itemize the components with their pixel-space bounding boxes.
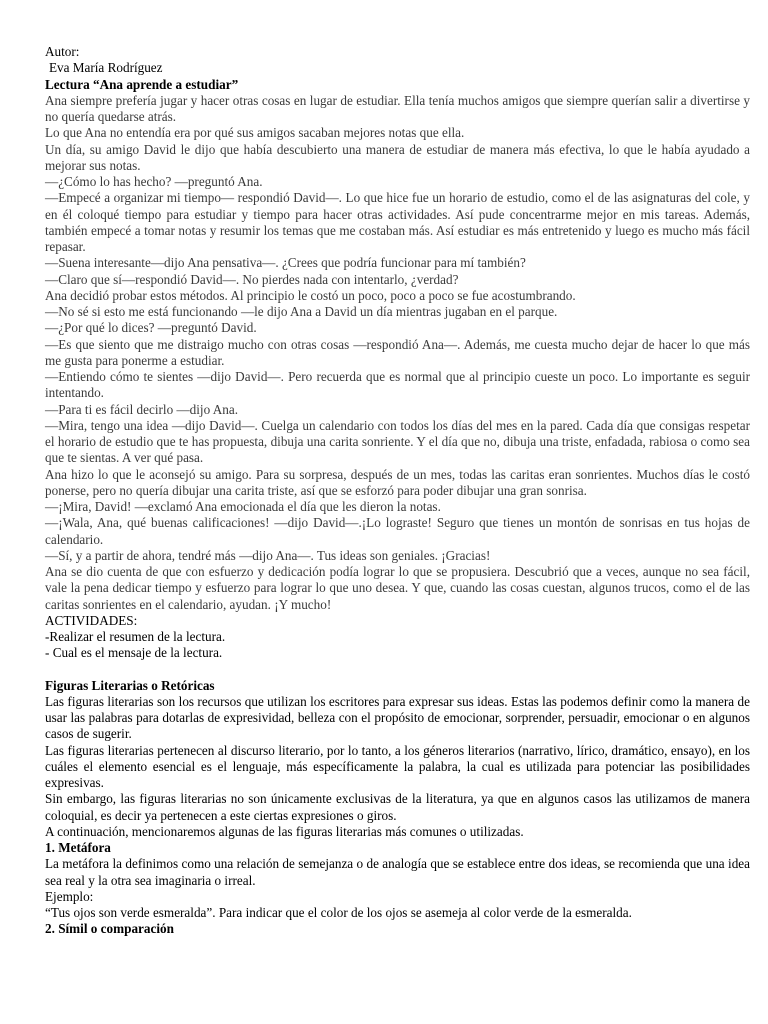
story-paragraph: —Para ti es fácil decirlo —dijo Ana. — [45, 401, 238, 417]
story-paragraph: —Entiendo cómo te sientes —dijo David—. Pero recuerda que es normal que al principio cueste un poco. Lo importante es seguir intentando. — [45, 369, 750, 401]
story-text — [45, 93, 750, 613]
metaphor-heading: 1. Metáfora — [45, 840, 111, 855]
story-paragraph: —Claro que sí—respondió David—. No pierdes nada con intentarlo, ¿verdad? — [45, 271, 459, 287]
figures-heading: Figuras Literarias o Retóricas — [45, 677, 215, 693]
story-paragraph: Ana se dio cuenta de que con esfuerzo y dedicación podía lograr lo que se propusiera. Descubrió que a veces, aunque no sea fácil, vale la pena dedicar tiempo y esfuerzo para lograr lo que uno desea. Y que, cuando las cosas cuestan, algunos trucos, como el de las caritas sonrientes en el calendario, ayudan. ¡Y mucho! — [45, 564, 750, 612]
story-paragraph: —¿Cómo lo has hecho? —preguntó Ana. — [45, 174, 263, 189]
figures-paragraph: A continuación, mencionaremos algunas de las figuras literarias más comunes o utilizadas. — [45, 823, 524, 839]
story-paragraph: —No sé si esto me está funcionando —le dijo Ana a David un día mientras jugaban en el parque. — [45, 304, 558, 319]
metaphor-text: La metáfora la definimos como una relación de semejanza o de analogía que se establece entre dos ideas, se recomienda que una idea sea real y la otra sea imaginaria o irreal. — [45, 856, 750, 888]
story-paragraph: Un día, su amigo David le dijo que había descubierto una manera de estudiar de manera más efectiva, lo que le había ayudado a mejorar sus notas. — [45, 141, 750, 173]
story-paragraph: —Es que siento que me distraigo mucho con otras cosas —respondió Ana—. Además, me cuesta mucho dejar de hacer lo que más me gusta para ponerme a estudiar. — [45, 336, 750, 368]
figures-paragraph: Las figuras literarias son los recursos que utilizan los escritores para expresar sus ideas. Estas las podemos definir como la manera de usar las palabras para dotarlas de expresividad, belleza con el propósito de emocionar, sorprender, persuadir, emocionar o en algunos casos de sugerir. — [45, 693, 750, 742]
story-paragraph: —Empecé a organizar mi tiempo— respondió David—. Lo que hice fue un horario de estudio, como el de las asignaturas del cole, y en él coloqué tiempo para estudiar y tiempo para hacer otras actividades. Así pude concentrarme mejor en mis tareas. Además, también empecé a tomar notas y resumir los temas que me costaban más. Así estudiar es más entretenido y luego es mucho más fácil repasar. — [45, 190, 750, 254]
activity-item: -Realizar el resumen de la lectura. — [45, 629, 226, 644]
example-label: Ejemplo: — [45, 888, 94, 904]
figures-paragraph: Las figuras literarias pertenecen al discurso literario, por lo tanto, a los géneros literarios (narrativo, lírico, dramático, ensayo), en los cuáles el elemento esencial es el lenguaje, más específicamente la palabra, la cual es utilizada para potenciar las posibilidades expresivas. — [45, 742, 750, 790]
story-paragraph: —Suena interesante—dijo Ana pensativa—. ¿Crees que podría funcionar para mí también? — [45, 255, 526, 271]
activity-item: - Cual es el mensaje de la lectura. — [45, 645, 223, 661]
story-paragraph: Lo que Ana no entendía era por qué sus amigos sacaban mejores notas que ella. — [45, 125, 465, 141]
example-text: “Tus ojos son verde esmeralda”. Para indicar que el color de los ojos se asemeja al color verde de la esmeralda. — [45, 905, 632, 920]
simile-heading: 2. Símil o comparación — [45, 921, 174, 937]
story-paragraph: —Sí, y a partir de ahora, tendré más —dijo Ana—. Tus ideas son geniales. ¡Gracias! — [45, 547, 491, 563]
story-paragraph: —¡Mira, David! —exclamó Ana emocionada el día que les dieron la notas. — [45, 499, 441, 514]
activities-heading: ACTIVIDADES: — [45, 612, 138, 628]
figures-paragraph: Sin embargo, las figuras literarias no son únicamente exclusivas de la literatura, ya que en algunos casos las utilizamos de manera coloquial, es decir ya pertenecen a este ciertas expresiones o giros. — [45, 791, 750, 823]
author-label: Autor: — [45, 44, 80, 59]
story-paragraph: Ana siempre prefería jugar y hacer otras cosas en lugar de estudiar. Ella tenía muchos amigos que siempre querían salir a divertirse y no quería quedarse atrás. — [45, 92, 750, 124]
story-paragraph: Ana decidió probar estos métodos. Al principio le costó un poco, poco a poco se fue acostumbrando. — [45, 287, 576, 303]
story-paragraph: —Mira, tengo una idea —dijo David—. Cuelga un calendario con todos los días del mes en la pared. Cada día que consigas respetar el horario de estudio que te has propuesta, dibuja una carita sonriente. Y el día que no, dibuja una triste, enfadada, rabiosa o como sea que te sientas. A ver qué pasa. — [45, 417, 750, 466]
story-paragraph: —¿Por qué lo dices? —preguntó David. — [45, 320, 257, 336]
author-name: Eva María Rodríguez — [49, 60, 163, 76]
story-paragraph: —¡Wala, Ana, qué buenas calificaciones! —dijo David—.¡Lo lograste! Seguro que tienes un montón de sonrisas en tus hojas de calendario. — [45, 515, 750, 547]
reading-title: Lectura “Ana aprende a estudiar” — [45, 76, 239, 92]
story-paragraph: Ana hizo lo que le aconsejó su amigo. Para su sorpresa, después de un mes, todas las caritas eran sonrientes. Muchos días le costó ponerse, pero no quería dibujar una carita triste, así que se esforzó para poder dibujar una gran sonrisa. — [45, 466, 750, 498]
section-spacer — [45, 662, 750, 678]
